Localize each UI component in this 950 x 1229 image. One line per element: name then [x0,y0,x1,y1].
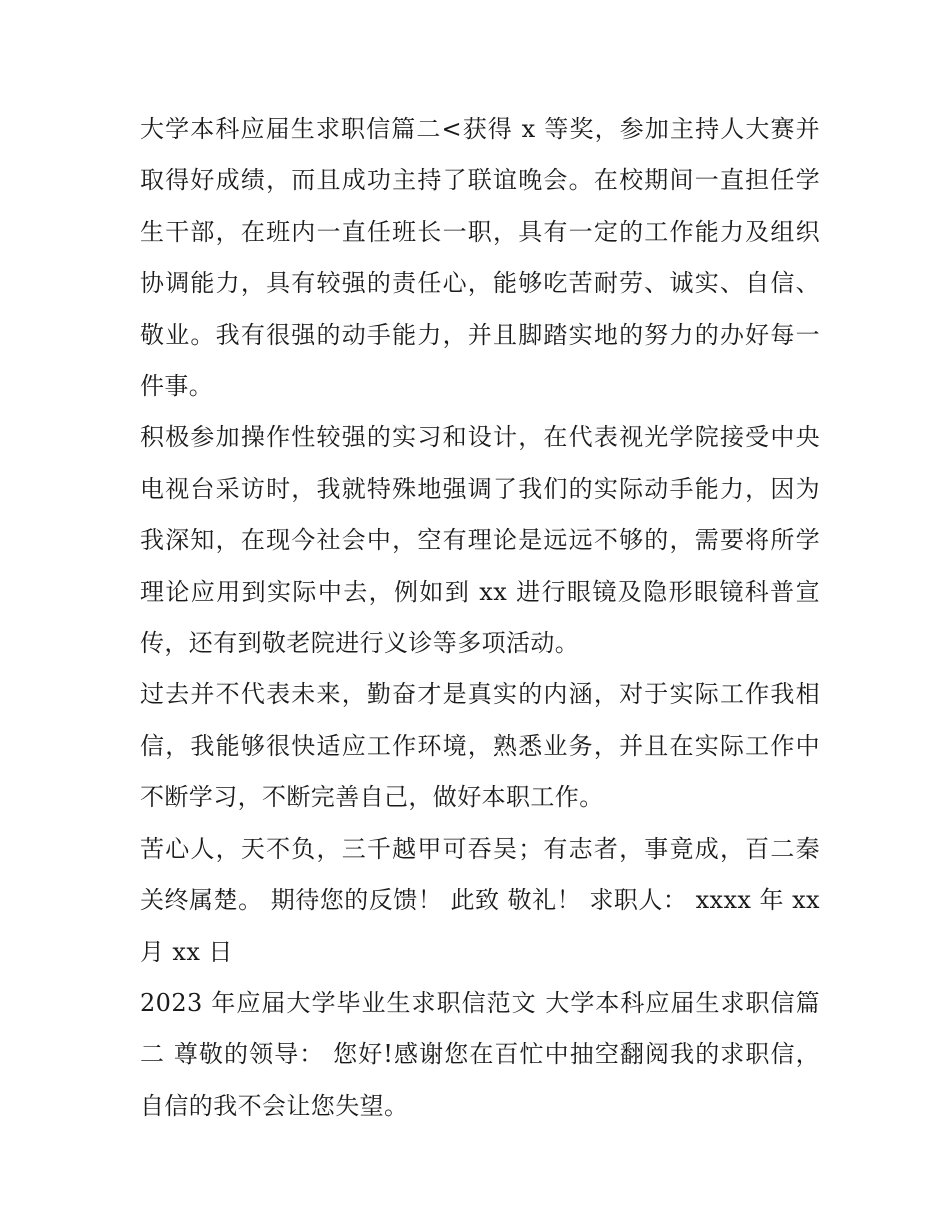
paragraph-1: 大学本科应届生求职信篇二<获得 x 等奖，参加主持人大赛并取得好成绩，而且成功主持了联谊晚会。在校期间一直担任学生干部，在班内一直任班长一职，具有一定的工作能力及组织协调能力，具有较强的责任心，能够吃苦耐劳、诚实、自信、敬业。我有很强的动手能力，并且脚踏实地的努力的办好每一件事。 [140,115,820,401]
paragraph-4: 苦心人，天不负，三千越甲可吞吴；有志者，事竟成，百二秦关终属楚。 期待您的反馈！ 此致 敬礼！ 求职人： xxxx 年 xx 月 xx 日 [140,834,820,966]
document-body [140,104,820,1132]
paragraph-5: 2023 年应届大学毕业生求职信范文 大学本科应届生求职信篇二 尊敬的领导： 您好!感谢您在百忙中抽空翻阅我的求职信，自信的我不会让您失望。 [140,988,820,1120]
paragraph-3: 过去并不代表未来，勤奋才是真实的内涵，对于实际工作我相信，我能够很快适应工作环境，熟悉业务，并且在实际工作中不断学习，不断完善自己，做好本职工作。 [140,680,820,812]
paragraph-2: 积极参加操作性较强的实习和设计，在代表视光学院接受中央电视台采访时，我就特殊地强调了我们的实际动手能力，因为我深知，在现今社会中，空有理论是远远不够的，需要将所学理论应用到实际中去，例如到 xx 进行眼镜及隐形眼镜科普宣传，还有到敬老院进行义诊等多项活动。 [140,423,820,658]
